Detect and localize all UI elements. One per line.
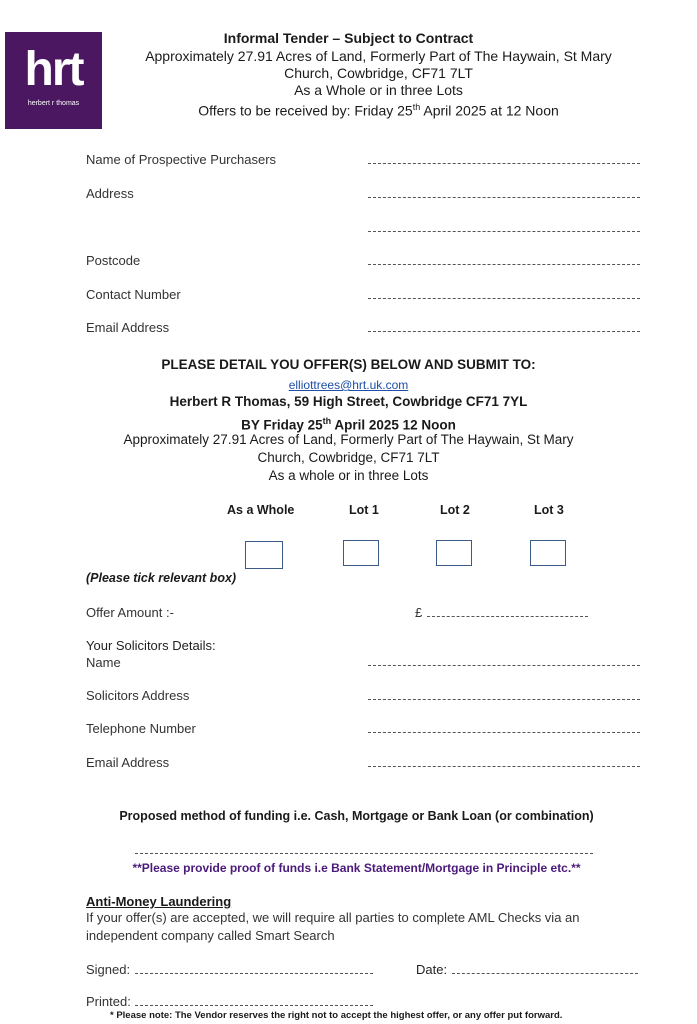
signed-field[interactable] (135, 973, 373, 974)
submit-email-row (0, 376, 697, 394)
aml-text-line-1: If your offer(s) are accepted, we will require all parties to complete AML Checks via an (86, 910, 580, 925)
offer-amount-field[interactable] (427, 616, 588, 617)
aml-heading: Anti-Money Laundering (86, 894, 232, 909)
solicitor-name-label: Name (86, 655, 121, 670)
solicitor-telephone-label: Telephone Number (86, 721, 196, 736)
proof-of-funds-note: **Please provide proof of funds i.e Bank Statement/Mortgage in Principle etc.** (132, 861, 581, 875)
signed-label: Signed: (86, 962, 131, 977)
purchaser-name-label: Name of Prospective Purchasers (86, 152, 277, 167)
solicitor-email-label: Email Address (86, 755, 170, 770)
lot-heading-whole: As a Whole (227, 503, 295, 517)
tick-box-lot-3[interactable] (530, 540, 566, 566)
header-lots-line: As a Whole or in three Lots (294, 82, 463, 98)
aml-text-line-2: independent company called Smart Search (86, 928, 335, 943)
address-field-line-2[interactable] (368, 231, 640, 232)
funding-heading: Proposed method of funding i.e. Cash, Mortgage or Bank Loan (or combination) (119, 809, 594, 823)
header-property-line-1: Approximately 27.91 Acres of Land, Formerly Part of The Haywain, St Mary (145, 48, 612, 64)
submit-deadline-prefix: BY Friday 25 (241, 417, 323, 433)
printed-field[interactable] (135, 1005, 373, 1006)
solicitor-email-field[interactable] (368, 766, 640, 767)
address-label: Address (86, 186, 134, 201)
date-label: Date: (416, 962, 448, 977)
tick-box-lot-2[interactable] (436, 540, 472, 566)
tick-box-lot-1[interactable] (343, 540, 379, 566)
email-field[interactable] (368, 331, 640, 332)
submit-heading: PLEASE DETAIL YOU OFFER(S) BELOW AND SUBMIT TO: (161, 357, 536, 372)
currency-symbol: £ (415, 605, 423, 620)
header-offers-deadline (0, 99, 697, 120)
funding-method-field[interactable] (135, 853, 593, 854)
solicitors-heading: Your Solicitors Details: (86, 638, 216, 653)
address-field-line-1[interactable] (368, 197, 640, 198)
submit-deadline-sup: th (322, 416, 332, 426)
header-property-line-2: Church, Cowbridge, CF71 7LT (284, 65, 473, 81)
submit-address: Herbert R Thomas, 59 High Street, Cowbridge CF71 7YL (169, 394, 528, 409)
logo-mark: hrt (24, 43, 83, 96)
solicitor-address-field[interactable] (368, 699, 640, 700)
vendor-footnote: * Please note: The Vendor reserves the right not to accept the highest offer, or any offer put forward. (110, 1010, 563, 1021)
purchaser-name-field[interactable] (368, 163, 640, 164)
date-field[interactable] (452, 973, 638, 974)
offers-deadline-sup: th (412, 102, 421, 112)
submit-property-line-2: Church, Cowbridge, CF71 7LT (257, 450, 440, 465)
offer-amount-label: Offer Amount :- (86, 605, 174, 620)
contact-number-field[interactable] (368, 298, 640, 299)
solicitor-telephone-field[interactable] (368, 732, 640, 733)
email-label: Email Address (86, 320, 170, 335)
solicitor-name-field[interactable] (368, 665, 640, 666)
contact-number-label: Contact Number (86, 287, 181, 302)
lot-heading-3: Lot 3 (534, 503, 564, 517)
lot-heading-1: Lot 1 (349, 503, 379, 517)
lot-heading-2: Lot 2 (440, 503, 470, 517)
submit-property-line-1: Approximately 27.91 Acres of Land, Formerly Part of The Haywain, St Mary (123, 432, 574, 447)
offers-deadline-suffix: April 2025 at 12 Noon (420, 102, 559, 119)
offers-deadline-prefix: Offers to be received by: Friday 25 (198, 102, 413, 119)
solicitor-address-label: Solicitors Address (86, 688, 190, 703)
submit-email-link[interactable]: elliottrees@hrt.uk.com (288, 378, 409, 392)
postcode-field[interactable] (368, 264, 640, 265)
submit-deadline-suffix: April 2025 12 Noon (331, 417, 456, 433)
printed-label: Printed: (86, 994, 131, 1009)
submit-lots-line: As a whole or in three Lots (268, 468, 429, 483)
document-title: Informal Tender – Subject to Contract (223, 30, 474, 46)
tick-note: (Please tick relevant box) (86, 571, 237, 585)
tick-box-whole[interactable] (245, 541, 283, 569)
logo-subtitle: herbert r thomas (27, 100, 80, 107)
postcode-label: Postcode (86, 253, 141, 268)
